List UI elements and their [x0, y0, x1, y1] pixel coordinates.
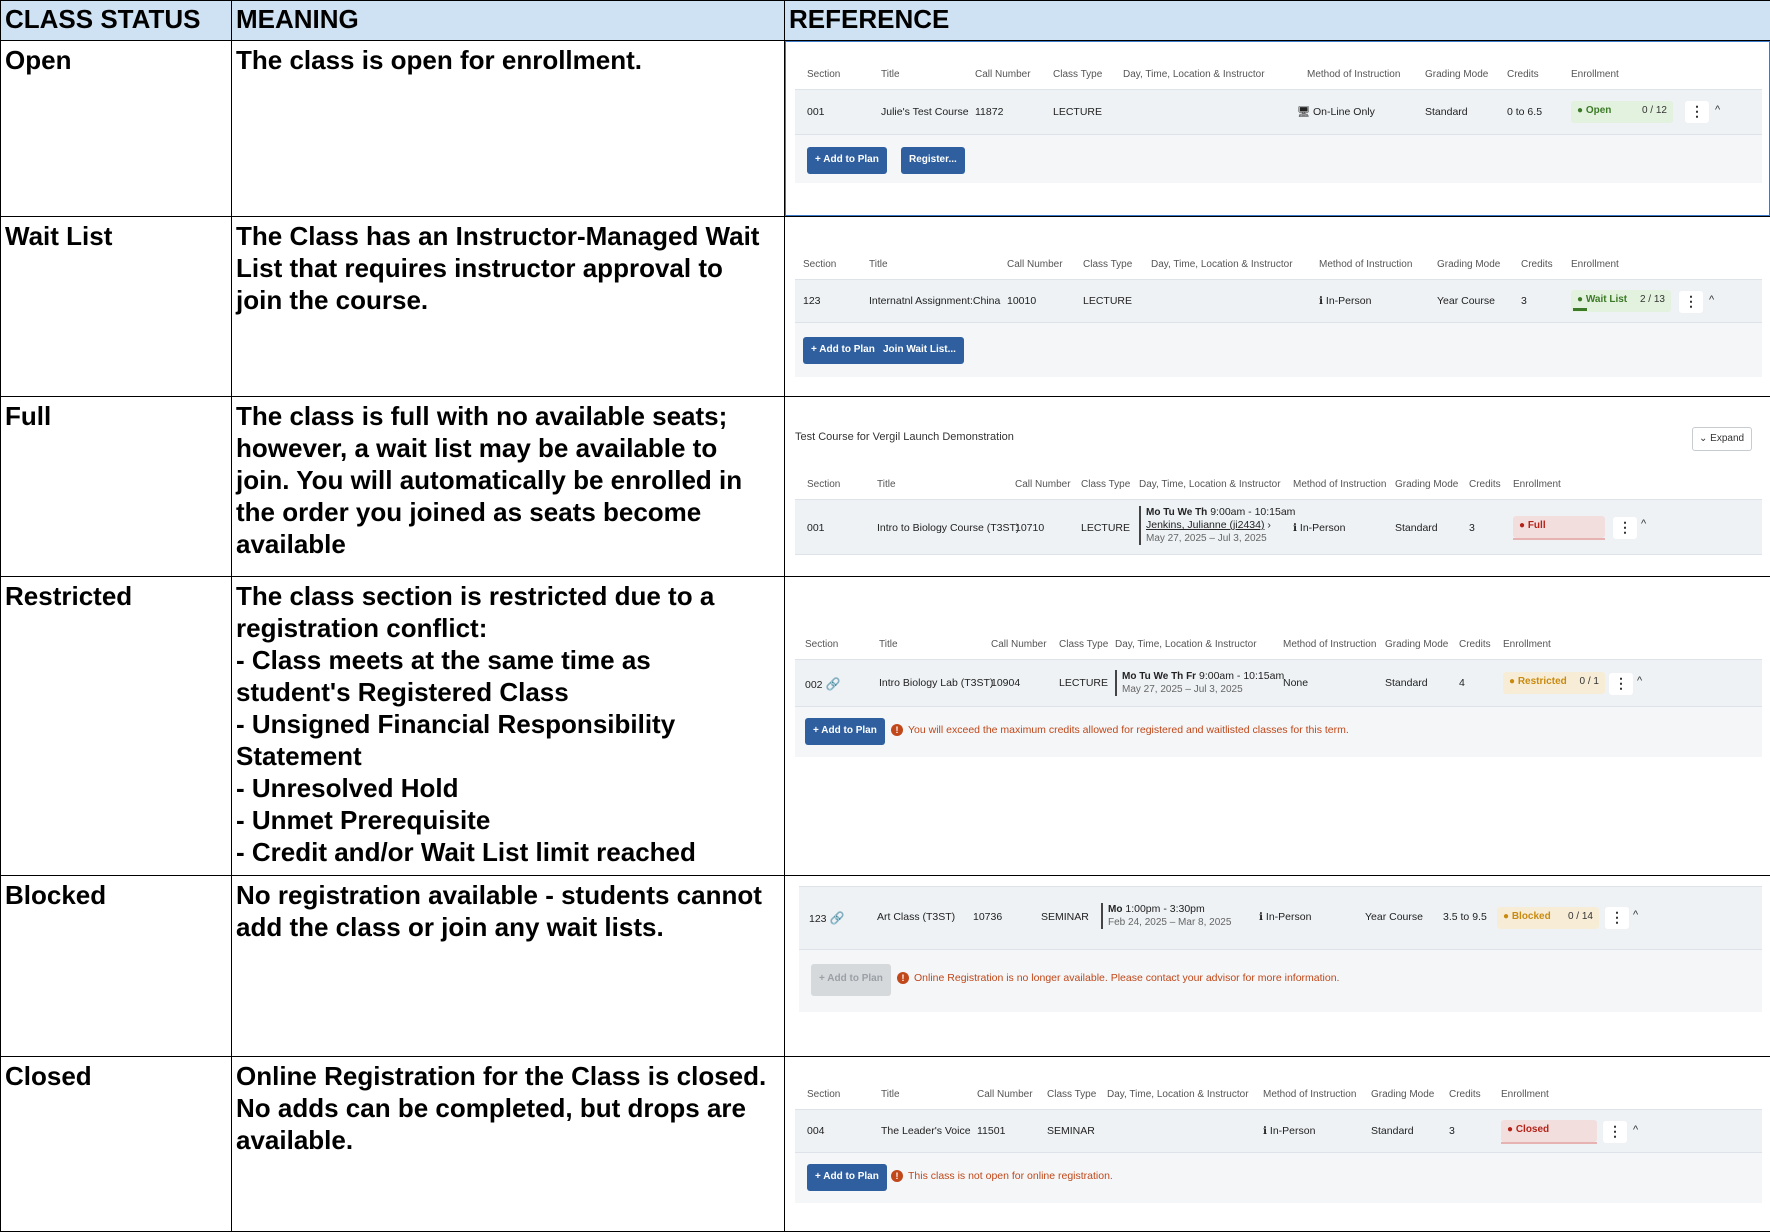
class-row[interactable]: 123 🔗 Art Class (T3ST) 10736 SEMINAR Mo 1:00pm - 3:30pm Feb 24, 2025 – Mar 8, 2025 ℹ In-Person Year Course 3.5 to 9.5 ● Blocked 0 / 14 ⋮ ^: [799, 886, 1762, 950]
add-to-plan-button[interactable]: + Add to Plan: [807, 147, 887, 174]
error-icon: !: [891, 724, 903, 736]
meaning-line: registration conflict:: [236, 612, 780, 644]
meaning-line: available.: [236, 1124, 780, 1156]
meeting-info: Mo Tu We Th 9:00am - 10:15am Jenkins, Julianne (ji2434) › May 27, 2025 – Jul 3, 2025: [1139, 506, 1295, 545]
col-enrollment: Enrollment: [1571, 69, 1619, 80]
meaning-line: student's Registered Class: [236, 676, 780, 708]
col-section: Section: [807, 69, 840, 80]
status-label: Wait List: [1, 217, 232, 397]
meaning-line: Statement: [236, 740, 780, 772]
more-options-icon[interactable]: ⋮: [1679, 291, 1703, 313]
meaning-line: however, a wait list may be available to: [236, 432, 780, 464]
class-panel: [795, 59, 1762, 183]
meaning-line: - Unmet Prerequisite: [236, 804, 780, 836]
collapse-caret-icon[interactable]: ^: [1709, 294, 1714, 306]
status-meaning: [232, 1057, 785, 1232]
class-panel: [795, 249, 1762, 377]
reference-screenshot: [785, 41, 1770, 217]
class-row[interactable]: 004 The Leader's Voice 11501 SEMINAR ℹ In-Person Standard 3 ● Closed ⋮ ^: [795, 1109, 1762, 1153]
status-badge-closed: ● Closed: [1501, 1120, 1597, 1142]
status-badge-blocked: ● Blocked 0 / 14: [1497, 907, 1599, 929]
reference-screenshot: [785, 217, 1770, 397]
action-bar: [795, 135, 1762, 183]
more-options-icon[interactable]: ⋮: [1685, 101, 1709, 123]
status-badge-open: ● Open 0 / 12: [1571, 101, 1673, 123]
column-header-row: Section Title Call Number Class Type Day, Time, Location & Instructor Method of Instruction Grading Mode Credits Enrollment: [795, 249, 1762, 279]
status-label: Restricted: [1, 577, 232, 876]
instructor-link[interactable]: Jenkins, Julianne (ji2434): [1146, 519, 1264, 531]
meaning-line: join. You will automatically be enrolled in: [236, 464, 780, 496]
meaning-line: - Class meets at the same time as: [236, 644, 780, 676]
status-badge-restricted: ● Restricted 0 / 1: [1503, 672, 1605, 694]
error-message: ! Online Registration is no longer available. Please contact your advisor for more information.: [897, 972, 1339, 984]
collapse-caret-icon[interactable]: ^: [1641, 518, 1646, 530]
status-meaning: [232, 217, 785, 397]
status-meaning: [232, 41, 785, 217]
status-badge-wait-list: ● Wait List 2 / 13: [1571, 290, 1671, 312]
link-icon[interactable]: 🔗: [829, 911, 844, 925]
meaning-line: No registration available - students cannot: [236, 879, 780, 911]
collapse-caret-icon[interactable]: ^: [1637, 675, 1642, 687]
status-row-restricted: [1, 577, 1770, 876]
course-title: Test Course for Vergil Launch Demonstration: [795, 431, 1014, 443]
header-reference: REFERENCE: [785, 1, 1770, 41]
header-meaning: MEANING: [232, 1, 785, 41]
method-value: On-Line Only: [1313, 106, 1375, 118]
class-row[interactable]: [795, 89, 1762, 135]
add-to-plan-button[interactable]: + Add to Plan: [803, 337, 883, 364]
col-title: Title: [881, 69, 900, 80]
more-options-icon[interactable]: ⋮: [1605, 907, 1629, 929]
add-to-plan-button[interactable]: + Add to Plan: [805, 718, 885, 745]
class-type-value: LECTURE: [1053, 106, 1102, 118]
credits-value: 0 to 6.5: [1507, 106, 1542, 118]
meaning-line: List that requires instructor approval to: [236, 252, 780, 284]
col-day-time: Day, Time, Location & Instructor: [1123, 69, 1265, 80]
collapse-caret-icon[interactable]: ^: [1633, 1124, 1638, 1136]
status-row-closed: [1, 1057, 1770, 1232]
meaning-line: Online Registration for the Class is closed.: [236, 1060, 780, 1092]
col-grading: Grading Mode: [1425, 69, 1488, 80]
more-options-icon[interactable]: ⋮: [1613, 517, 1637, 539]
error-message: ! This class is not open for online registration.: [891, 1170, 1113, 1182]
add-to-plan-button[interactable]: + Add to Plan: [811, 964, 891, 996]
meaning-line: - Credit and/or Wait List limit reached: [236, 836, 780, 868]
reference-screenshot: [785, 1057, 1770, 1232]
class-panel: [799, 886, 1762, 1012]
status-label: Blocked: [1, 876, 232, 1057]
status-meaning: [232, 577, 785, 876]
error-icon: !: [897, 972, 909, 984]
meaning-line: The class is open for enrollment.: [236, 44, 780, 76]
column-header-row: Section Title Call Number Class Type Day, Time, Location & Instructor Method of Instruction Grading Mode Credits Enrollment: [795, 469, 1762, 499]
class-panel: [795, 469, 1762, 555]
class-row[interactable]: 123 Internatnl Assignment:China 10010 LECTURE ℹ In-Person Year Course 3 ● Wait List 2 / 13 ⋮ ^: [795, 279, 1762, 323]
reference-screenshot: [785, 577, 1770, 876]
section-value: 001: [807, 106, 825, 118]
meaning-line: No adds can be completed, but drops are: [236, 1092, 780, 1124]
class-panel: [795, 629, 1762, 757]
grading-value: Standard: [1425, 106, 1468, 118]
monitor-icon: 🖥: [1297, 105, 1310, 118]
expand-button[interactable]: ⌄ Expand: [1692, 427, 1752, 451]
title-value: Julie's Test Course: [881, 106, 969, 118]
meeting-info: Mo Tu We Th Fr 9:00am - 10:15am May 27, 2025 – Jul 3, 2025: [1115, 670, 1284, 696]
collapse-caret-icon[interactable]: ^: [1715, 104, 1720, 116]
meaning-line: add the class or join any wait lists.: [236, 911, 780, 943]
column-header-row: [795, 59, 1762, 89]
status-row-full: [1, 397, 1770, 577]
status-row-blocked: [1, 876, 1770, 1057]
meaning-line: The class section is restricted due to a: [236, 580, 780, 612]
meaning-line: available: [236, 528, 780, 560]
col-call-number: Call Number: [975, 69, 1031, 80]
more-options-icon[interactable]: ⋮: [1609, 673, 1633, 695]
class-row[interactable]: 001 Intro to Biology Course (T3ST) 10710 LECTURE Mo Tu We Th 9:00am - 10:15am Jenkins, Julianne (ji2434) › May 27, 2025 – Jul 3, 2025 ℹ In-Person Standard 3 ● Full ⋮ ^: [795, 499, 1762, 555]
call-number-value: 11872: [975, 106, 1003, 118]
status-meaning: [232, 397, 785, 577]
status-row-wait-list: [1, 217, 1770, 397]
status-label: Closed: [1, 1057, 232, 1232]
status-label: Full: [1, 397, 232, 577]
meaning-line: The Class has an Instructor-Managed Wait: [236, 220, 780, 252]
register-button[interactable]: Register...: [901, 147, 965, 174]
add-to-plan-button[interactable]: + Add to Plan: [807, 1164, 887, 1191]
error-message: ! You will exceed the maximum credits allowed for registered and waitlisted classes for this term.: [891, 724, 1349, 736]
status-label: Open: [1, 41, 232, 217]
meaning-line: - Unresolved Hold: [236, 772, 780, 804]
class-panel: [795, 1079, 1762, 1203]
reference-screenshot: [785, 397, 1770, 577]
link-icon[interactable]: 🔗: [825, 677, 840, 691]
reference-screenshot: [785, 876, 1770, 1057]
error-icon: !: [891, 1170, 903, 1182]
collapse-caret-icon[interactable]: ^: [1633, 909, 1638, 921]
meeting-info: Mo 1:00pm - 3:30pm Feb 24, 2025 – Mar 8, 2025: [1101, 903, 1231, 929]
column-header-row: Section Title Call Number Class Type Day, Time, Location & Instructor Method of Instruction Grading Mode Credits Enrollment: [795, 1079, 1762, 1109]
status-row-open: [1, 41, 1770, 217]
join-wait-list-button[interactable]: Join Wait List...: [875, 337, 964, 364]
col-class-type: Class Type: [1053, 69, 1102, 80]
more-options-icon[interactable]: ⋮: [1603, 1121, 1627, 1143]
col-method: Method of Instruction: [1307, 69, 1400, 80]
status-badge-full: ● Full: [1513, 516, 1605, 538]
column-header-row: Section Title Call Number Class Type Day, Time, Location & Instructor Method of Instruction Grading Mode Credits Enrollment: [795, 629, 1762, 659]
action-bar: [795, 707, 1762, 757]
meaning-line: The class is full with no available seats;: [236, 400, 780, 432]
header-class-status: CLASS STATUS: [1, 1, 232, 41]
action-bar: [799, 950, 1762, 1012]
class-row[interactable]: 002 🔗 Intro Biology Lab (T3ST) 10904 LECTURE Mo Tu We Th Fr 9:00am - 10:15am May 27, 2025 – Jul 3, 2025 None Standard 4 ● Restricted 0 / 1 ⋮ ^: [795, 659, 1762, 707]
meaning-line: join the course.: [236, 284, 780, 316]
action-bar: [795, 1153, 1762, 1203]
col-credits: Credits: [1507, 69, 1539, 80]
status-meaning: [232, 876, 785, 1057]
meaning-line: the order you joined as seats become: [236, 496, 780, 528]
action-bar: [795, 323, 1762, 377]
meaning-line: - Unsigned Financial Responsibility: [236, 708, 780, 740]
